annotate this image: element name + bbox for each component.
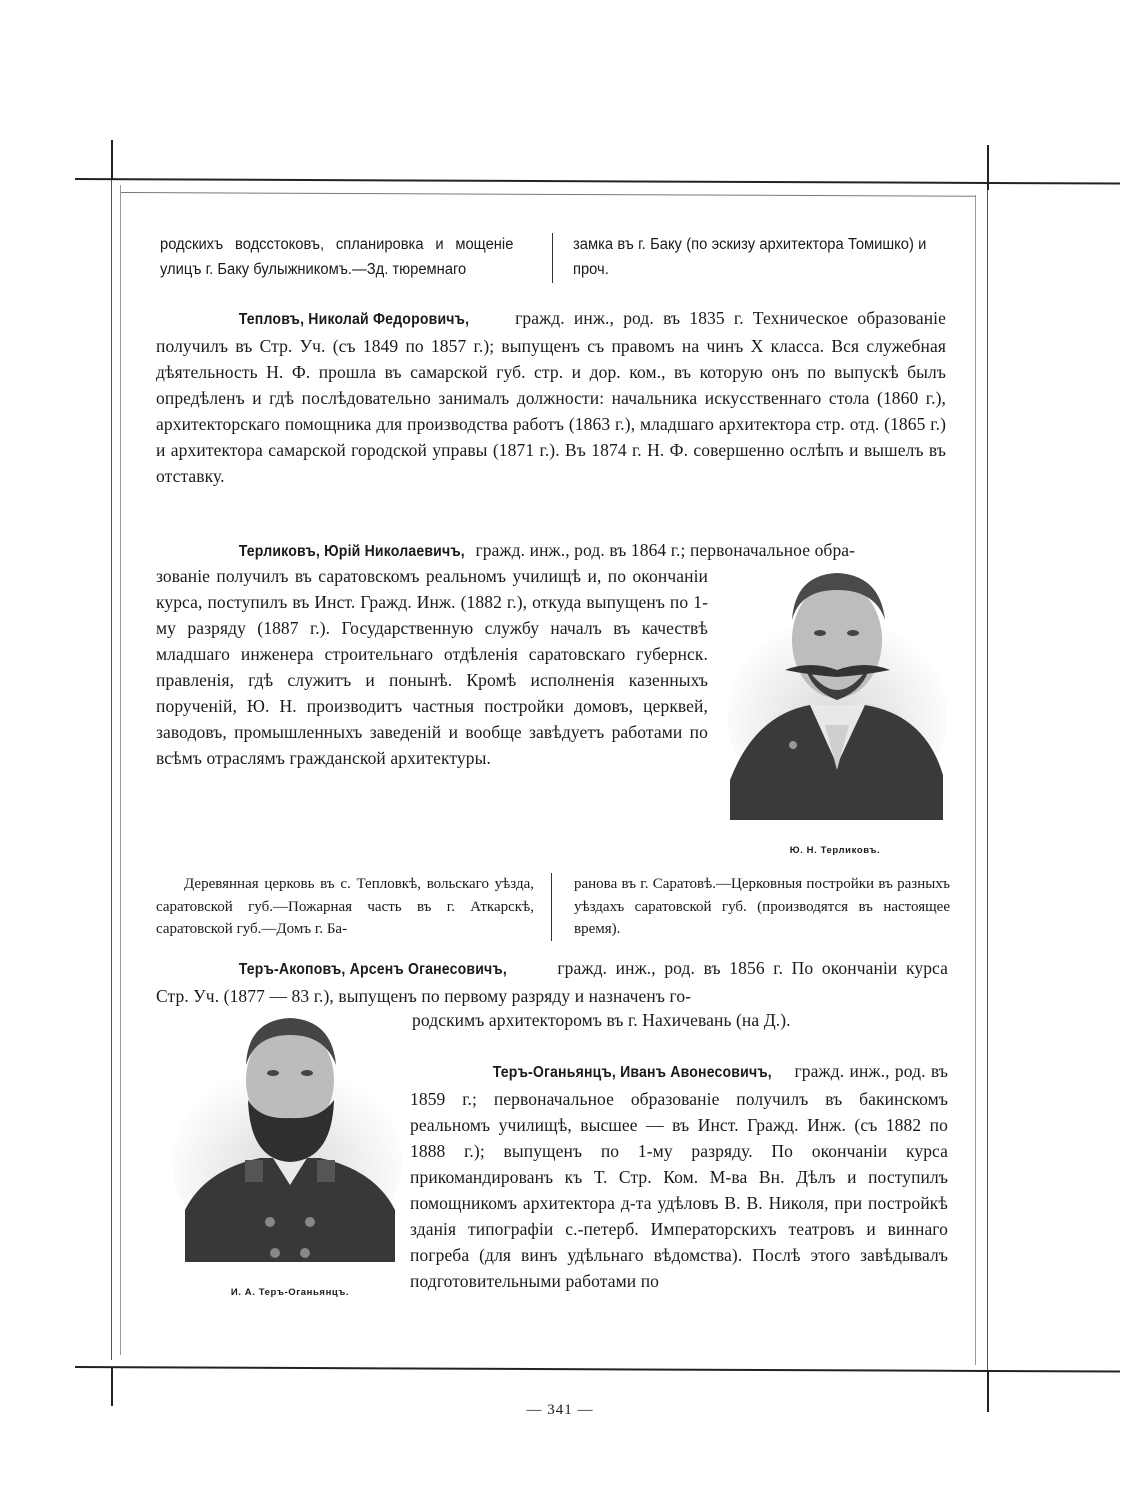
terlikov-works-left [156,873,534,941]
frame-left-side [111,180,112,1360]
continuation-right-text: замка въ г. Баку (по эскизу архитектора Томишко) и проч. [573,236,927,278]
portrait-ter-oganyants-image [170,1010,405,1265]
portrait-ter-oganyants-caption: И. А. Теръ-Оганьянцъ. [230,1287,350,1298]
continuation-left-text: родскихъ водсстоковъ, спланировка и мощеніе улицъ г. Баку булыжникомъ.—Зд. тюремнаго [160,236,514,278]
frame-left-bottom-tick [111,1368,113,1406]
entry-text: гражд. инж., род. въ 1856 г. По окончаніи курса Стр. Уч. (1877 — 83 г.), выпущенъ по первому разряду и назначенъ го- [156,958,948,1006]
works-left-text: Деревянная церковь въ с. Тепловкѣ, вольскаго уѣзда, саратовской губ.—Пожарная часть въ г. Аткарскѣ, саратовской губ.—Домъ г. Ба- [156,876,534,937]
entry-text: гражд. инж., род. въ 1859 г.; первоначальное образованіе получилъ въ бакинскомъ реальномъ училищѣ, высшее — въ Инст. Гражд. Инж. (съ 1882 по 1888 г.); выпущенъ по 1-му разряду. По окончаніи курса прикомандированъ къ Т. Стр. Ком. М-ва Вн. Дѣлъ и поступилъ помощникомъ архитектора д-та удѣловъ В. В. Николя, при постройкѣ зданія типографіи с.-петерб. Императорскихъ театровъ и виннаго погреба (для винъ удѣльнаго вѣдомства). Послѣ этого завѣдывалъ подготовительными работами по [410,1061,948,1291]
entry-terlikov-first-line [156,537,946,565]
frame-inner-left [120,185,121,1355]
entry-ter-oganyants [410,1058,948,1294]
entry-name: Терликовъ, Юрій Николаевичъ, [238,543,465,560]
terlikov-works-right [574,873,950,941]
column-separator-top [552,233,553,283]
entry-text: зованіе получилъ въ саратовскомъ реальномъ училищѣ и, по окончаніи курса, поступилъ въ Инст. Гражд. Инж. (1882 г.), откуда выпущенъ по 1-му разряду (1887 г.). Государственную службу началъ въ качествѣ младшаго инженера строительнаго отдѣленія саратовскаго губернск. правленія, гдѣ служитъ и понынѣ. Кромѣ исполненія казенныхъ порученій, Ю. Н. производитъ частныя постройки домовъ, церквей, заводовъ, промышленныхъ заведеній и вообще завѣдуетъ работами по всѣмъ отраслямъ гражданской архитектуры. [156,566,708,768]
continuation-left-column [160,232,513,282]
entry-text-first-line: гражд. инж., род. въ 1864 г.; первоначальное обра- [471,540,856,560]
frame-right-bottom-tick [987,1372,989,1412]
frame-inner-right [975,195,976,1365]
entry-name: Теръ-Оганьянцъ, Иванъ Авонесовичъ, [492,1064,772,1081]
frame-top-rule [75,178,1120,185]
works-right-text: ранова въ г. Саратовѣ.—Церковныя постройки въ разныхъ уѣздахъ саратовской губ. (производятся въ настоящее время). [574,876,950,937]
portrait-terlikov [725,565,950,825]
entry-text-last-line: родскимъ архитекторомъ въ г. Нахичевань (на Д.). [412,1010,791,1030]
frame-left-top-tick [111,140,113,180]
portrait-ter-oganyants [170,1010,405,1265]
frame-right-side [987,190,988,1370]
entry-teplov [156,305,946,489]
column-separator-works [551,873,552,941]
entry-text: гражд. инж., род. въ 1835 г. Техническое образованіе получилъ въ Стр. Уч. (съ 1849 по 1857 г.); выпущенъ съ правомъ на чинъ X класса. Вся служебная дѣятельность Н. Ф. прошла въ самарской губ. стр. и дор. ком., въ которую онъ по выпускѣ былъ опредѣленъ и гдѣ послѣдовательно занималъ должности: начальника искусственнаго стола (1860 г.), архитекторскаго помощника для производства работъ (1863 г.), младшаго архитектора стр. отд. (1865 г.) и архитектора самарской городской управы (1871 г.). Въ 1874 г. Н. Ф. совершенно ослѣпъ и вышелъ въ отставку. [156,308,946,486]
frame-bottom-rule [75,1366,1120,1373]
portrait-terlikov-image [725,565,950,825]
entry-name: Теръ-Акоповъ, Арсенъ Оганесовичъ, [238,961,507,978]
entry-name: Тепловъ, Николай Федоровичъ, [238,311,470,328]
entry-ter-akopov-last-line [412,1007,952,1033]
frame-inner-top-rule [120,192,975,197]
page-number: — 341 — [526,1402,594,1418]
entry-ter-akopov [156,955,948,1009]
continuation-right-column [573,232,926,282]
entry-terlikov-body [156,563,708,771]
portrait-terlikov-caption: Ю. Н. Терликовъ. [789,845,881,856]
